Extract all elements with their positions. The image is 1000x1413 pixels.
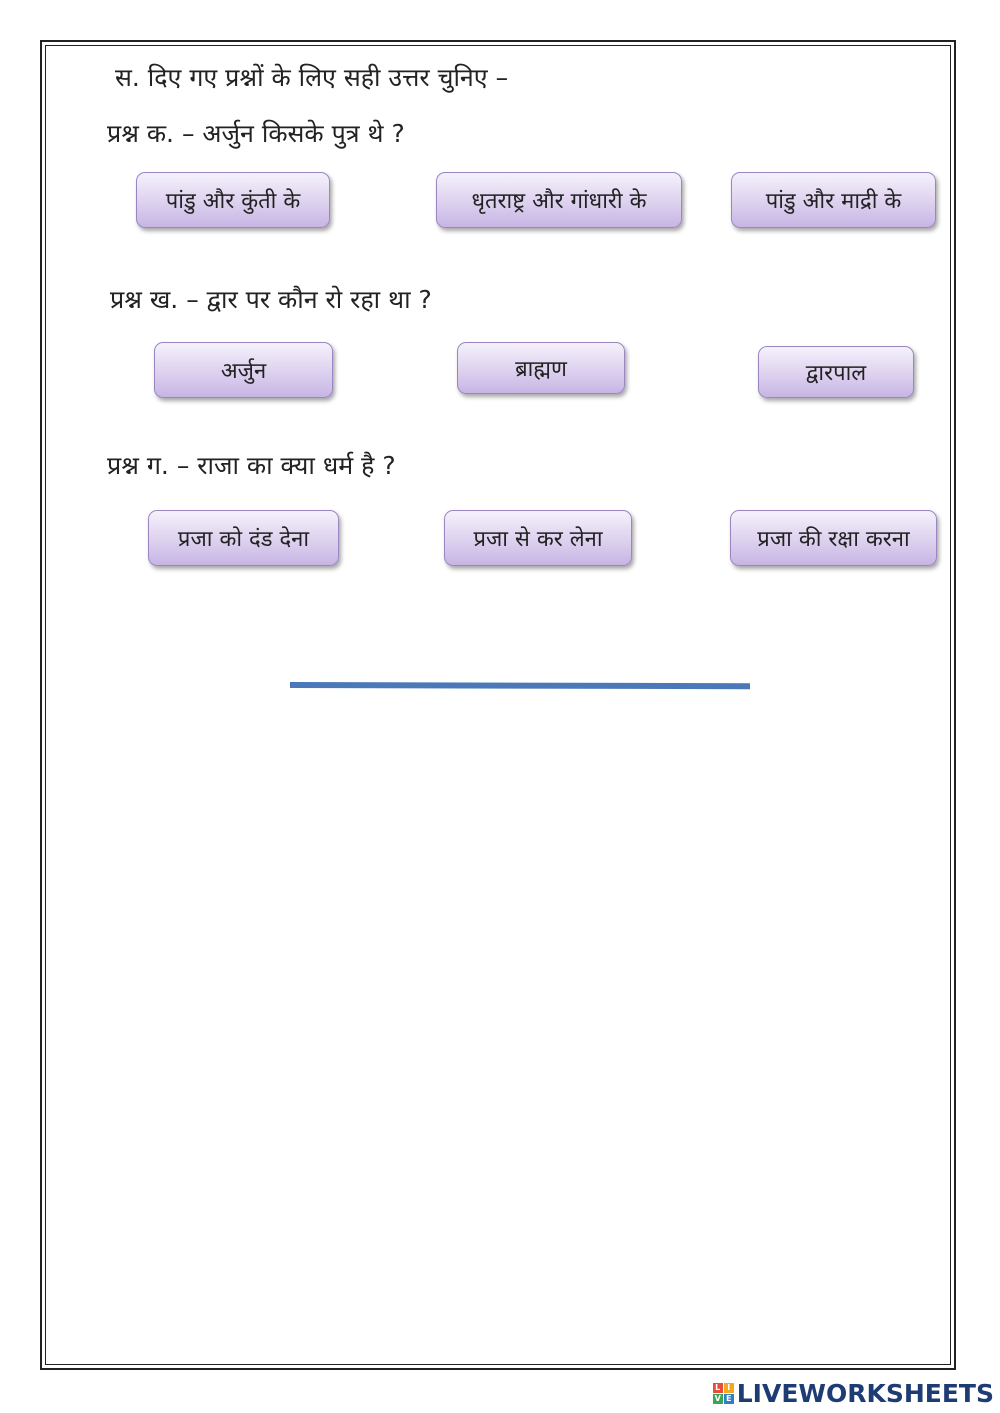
question-1: प्रश्न क. – अर्जुन किसके पुत्र थे ? <box>107 119 405 148</box>
q2-option-2-button[interactable]: ब्राह्मण <box>457 342 625 394</box>
q2-option-3-button[interactable]: द्वारपाल <box>758 346 914 398</box>
page-border <box>40 40 956 1370</box>
q3-option-1-button[interactable]: प्रजा को दंड देना <box>148 510 339 566</box>
q2-option-1-button[interactable]: अर्जुन <box>154 342 333 398</box>
liveworksheets-logo <box>713 1378 994 1408</box>
badge-letter: V <box>714 1393 721 1403</box>
q1-option-1-button[interactable]: पांडु और कुंती के <box>136 172 330 228</box>
question-2: प्रश्न ख. – द्वार पर कौन रो रहा था ? <box>110 285 432 314</box>
badge-letter: E <box>724 1394 734 1404</box>
q1-option-3-button[interactable]: पांडु और माद्री के <box>731 172 936 228</box>
badge-letter: I <box>724 1383 734 1393</box>
badge-letter: L <box>713 1383 723 1393</box>
worksheet-heading: स. दिए गए प्रश्नों के लिए सही उत्तर चुनिए – <box>115 63 509 92</box>
logo-text: LIVEWORKSHEETS <box>736 1378 994 1408</box>
divider-line <box>290 682 750 689</box>
question-3: प्रश्न ग. – राजा का क्या धर्म है ? <box>107 451 396 480</box>
q3-option-3-button[interactable]: प्रजा की रक्षा करना <box>730 510 937 566</box>
q3-option-2-button[interactable]: प्रजा से कर लेना <box>444 510 632 566</box>
q1-option-2-button[interactable]: धृतराष्ट्र और गांधारी के <box>436 172 682 228</box>
logo-badge-icon <box>713 1383 734 1404</box>
